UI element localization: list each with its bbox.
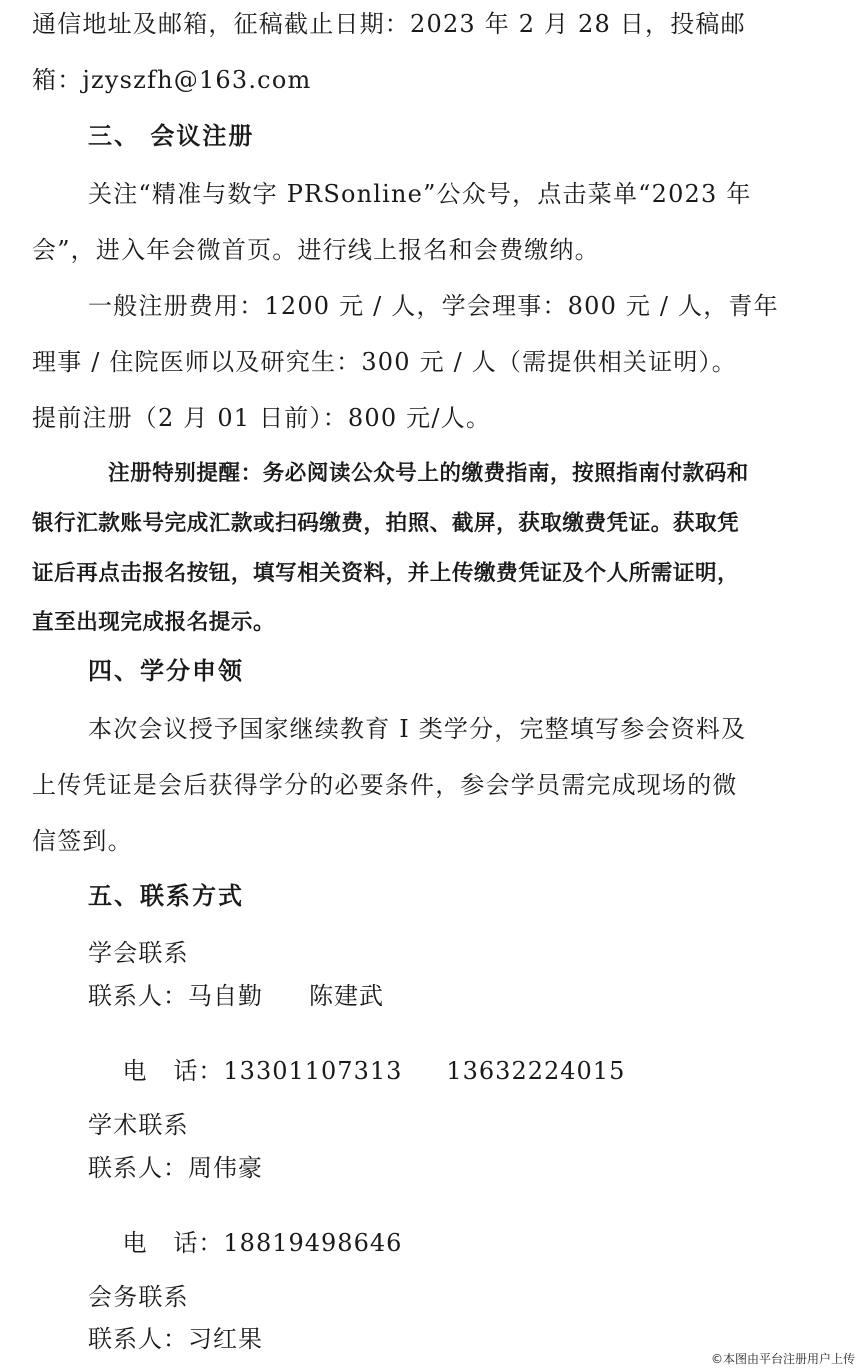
contact-group-title: 学会联系: [88, 939, 189, 967]
contact-person-row: [88, 980, 837, 1012]
upload-watermark: ©本图由平台注册用户上传: [710, 1352, 855, 1366]
contact-name: 周伟豪: [188, 1154, 263, 1182]
contact-name: 陈建武: [309, 982, 384, 1010]
phone-row: [88, 1023, 837, 1119]
notice-line: 银行汇款账号完成汇款或扫码缴费，拍照、截屏，获取缴费凭证。获取凭: [32, 511, 740, 536]
intro-line-1: 通信地址及邮箱，征稿截止日期：2023 年 2 月 28 日，投稿邮: [32, 10, 746, 38]
phone-label: 电 话：: [122, 1229, 224, 1257]
notice-line: 注册特别提醒：务必阅读公众号上的缴费指南，按照指南付款码和: [108, 461, 749, 486]
phone-number: 13301107313: [223, 1057, 403, 1085]
contact-label: 联系人：: [88, 1154, 188, 1182]
contact-person-row: [88, 1323, 837, 1355]
phone-number: 18819498646: [223, 1229, 403, 1257]
contact-name: 马自勤: [188, 982, 263, 1010]
phone-row: [88, 1195, 837, 1291]
notice-line: 直至出现完成报名提示。: [32, 610, 276, 635]
paragraph-line: 关注“精准与数字 PRSonline”公众号，点击菜单“2023 年: [88, 180, 752, 208]
paragraph-line: 理事 / 住院医师以及研究生：300 元 / 人（需提供相关证明）。: [32, 348, 737, 376]
phone-number: 13632224015: [446, 1057, 626, 1085]
paragraph-line: 本次会议授予国家继续教育 I 类学分，完整填写参会资料及: [88, 715, 747, 743]
section-heading-credits: 四、学分申领: [88, 657, 244, 685]
notice-line: 证后再点击报名按钮，填写相关资料，并上传缴费凭证及个人所需证明，: [32, 561, 740, 586]
phone-label: 电 话：: [122, 1057, 224, 1085]
contact-group-title: 会务联系: [88, 1283, 189, 1311]
paragraph-line: 上传凭证是会后获得学分的必要条件，参会学员需完成现场的微: [32, 771, 738, 799]
paragraph-line: 会”，进入年会微首页。进行线上报名和会费缴纳。: [32, 236, 600, 264]
paragraph-line: 一般注册费用：1200 元 / 人，学会理事：800 元 / 人，青年: [88, 292, 779, 320]
intro-line-2: 箱：jzyszfh@163.com: [32, 66, 312, 94]
contact-label: 联系人：: [88, 982, 188, 1010]
section-heading-registration: 三、 会议注册: [88, 122, 255, 150]
contact-person-row: [88, 1152, 837, 1184]
paragraph-line: 信签到。: [32, 827, 133, 855]
contact-group-title: 学术联系: [88, 1111, 189, 1139]
section-heading-contact: 五、联系方式: [88, 882, 244, 910]
paragraph-line: 提前注册（2 月 01 日前）：800 元/人。: [32, 404, 492, 432]
contact-name: 习红果: [188, 1325, 263, 1353]
contact-label: 联系人：: [88, 1325, 188, 1353]
